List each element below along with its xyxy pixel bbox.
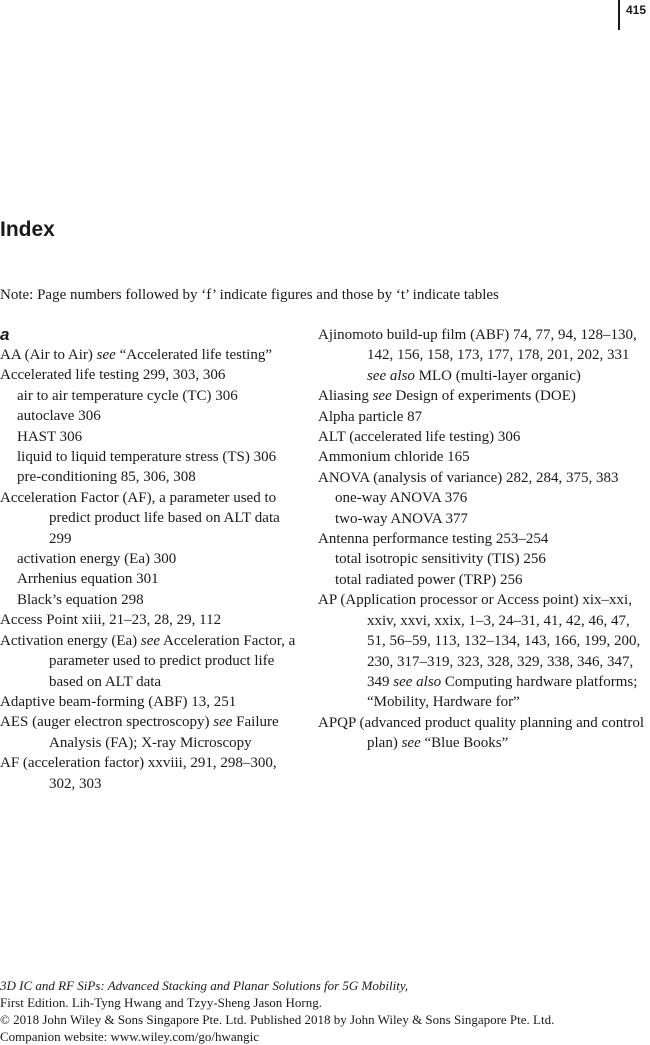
- entry-crossref-target: Computing hardware platforms; “Mobility, Hardware for”: [367, 673, 638, 711]
- entry-text: Ajinomoto build-up film (ABF) 74, 77, 94, 128–130, 142, 156, 158, 173, 177, 178, 201, 202, 331: [318, 327, 637, 364]
- index-subentry: [318, 509, 648, 529]
- index-entry: [318, 529, 648, 549]
- entry-text: Ammonium chloride 165: [318, 449, 470, 466]
- entry-text: Accelerated life testing 299, 303, 306: [0, 367, 226, 384]
- entry-text: Activation energy (Ea): [0, 632, 141, 649]
- page-title: Index: [0, 218, 55, 241]
- index-entry: [0, 692, 305, 712]
- entry-text: AP (Application processor or Access point) xix–xxi, xxiv, xxvi, xxix, 1–3, 24–31, 41, 42, 46, 47, 51, 56–59, 113, 132–134, 143, 166, 199, 200, 230, 317–319, 323, 328, 329, 338, 346, 347, 349: [318, 592, 641, 690]
- index-entry: [0, 365, 305, 385]
- index-entry: [318, 447, 648, 467]
- entry-text: Alpha particle 87: [318, 408, 423, 425]
- entry-text: Black’s equation 298: [17, 591, 144, 608]
- entry-text: Acceleration Factor (AF), a parameter used to predict product life based on ALT data 299: [0, 489, 280, 547]
- entry-text: total radiated power (TRP) 256: [335, 571, 523, 588]
- index-note: Note: Page numbers followed by ‘f’ indicate figures and those by ‘t’ indicate tables: [0, 287, 499, 303]
- entry-crossref-keyword: see: [372, 388, 392, 405]
- entry-crossref-keyword: see also: [393, 673, 442, 690]
- entry-crossref-target: MLO (multi-layer organic): [414, 367, 581, 384]
- index-entry: [0, 345, 305, 365]
- index-column-left: [0, 325, 305, 794]
- index-subentry: [318, 549, 648, 569]
- index-entry: [318, 386, 648, 406]
- footer: [0, 977, 554, 1045]
- entry-text: APQP (advanced product quality planning and control plan): [318, 714, 645, 752]
- entry-crossref-keyword: see: [96, 347, 116, 363]
- entry-crossref-keyword: see: [401, 735, 421, 752]
- entry-text: liquid to liquid temperature stress (TS) 306: [17, 449, 277, 466]
- index-entry: [318, 713, 648, 754]
- index-entry: [318, 590, 648, 712]
- entry-text: autoclave 306: [17, 408, 101, 425]
- index-entry: [0, 753, 305, 794]
- index-entry: [0, 712, 305, 753]
- index-subentry: [0, 549, 305, 569]
- entry-text: Adaptive beam-forming (ABF) 13, 251: [0, 693, 237, 710]
- entry-text: AF (acceleration factor) xxviii, 291, 298–300, 302, 303: [0, 755, 277, 792]
- index-subentry: [0, 590, 305, 610]
- footer-copyright: © 2018 John Wiley & Sons Singapore Pte. Ltd. Published 2018 by John Wiley & Sons Singapore Pte. Ltd.: [0, 1012, 555, 1027]
- entry-text: AA (Air to Air): [0, 347, 97, 363]
- index-entry: [0, 610, 305, 630]
- index-entry: [318, 325, 648, 386]
- entry-crossref-keyword: see: [213, 714, 233, 731]
- entry-crossref-keyword: see also: [367, 367, 415, 384]
- entry-text: Access Point xiii, 21–23, 28, 29, 112: [0, 612, 222, 629]
- index-entry: [0, 488, 305, 549]
- entry-text: total isotropic sensitivity (TIS) 256: [335, 551, 546, 568]
- entry-crossref-target: “Accelerated life testing”: [115, 347, 272, 363]
- index-subentry: [318, 488, 648, 508]
- entry-text: AES (auger electron spectroscopy): [0, 714, 214, 731]
- index-subentry: [0, 427, 305, 447]
- entry-text: Aliasing: [318, 388, 373, 405]
- entry-text: activation energy (Ea) 300: [17, 551, 177, 568]
- index-subentry: [318, 570, 648, 590]
- entry-text: air to air temperature cycle (TC) 306: [17, 387, 238, 404]
- left-entry-list: [0, 345, 305, 794]
- index-subentry: [0, 447, 305, 467]
- entry-text: Arrhenius equation 301: [17, 571, 159, 588]
- entry-text: two-way ANOVA 377: [335, 510, 469, 527]
- index-entry: [318, 468, 648, 488]
- entry-crossref-keyword: see: [140, 632, 161, 649]
- index-column-right: [318, 325, 648, 754]
- entry-text: one-way ANOVA 376: [335, 490, 468, 507]
- entry-text: HAST 306: [17, 428, 83, 445]
- page-number: 415: [626, 3, 647, 17]
- index-subentry: [0, 467, 305, 487]
- entry-crossref-target: “Blue Books”: [420, 735, 509, 752]
- index-entry: [318, 427, 648, 447]
- entry-text: pre-conditioning 85, 306, 308: [17, 469, 196, 486]
- index-subentry: [0, 406, 305, 426]
- footer-website: Companion website: www.wiley.com/go/hwangic: [0, 1029, 259, 1044]
- entry-text: Antenna performance testing 253–254: [318, 531, 549, 548]
- footer-edition: First Edition. Lih-Tyng Hwang and Tzyy-Sheng Jason Horng.: [0, 995, 323, 1010]
- entry-crossref-target: Failure Analysis (FA); X-ray Microscopy: [49, 714, 279, 751]
- index-entry: [0, 631, 305, 692]
- index-subentry: [0, 569, 305, 589]
- right-entry-list: [318, 325, 648, 754]
- entry-crossref-target: Acceleration Factor, a parameter used to predict product life based on ALT data: [49, 632, 296, 690]
- entry-text: ANOVA (analysis of variance) 282, 284, 375, 383: [318, 469, 619, 486]
- index-subentry: [0, 386, 305, 406]
- entry-text: ALT (accelerated life testing) 306: [318, 429, 521, 446]
- entry-crossref-target: Design of experiments (DOE): [391, 388, 576, 405]
- section-letter: a: [0, 325, 10, 344]
- footer-book-title: 3D IC and RF SiPs: Advanced Stacking and Planar Solutions for 5G Mobility,: [0, 978, 409, 993]
- index-entry: [318, 407, 648, 427]
